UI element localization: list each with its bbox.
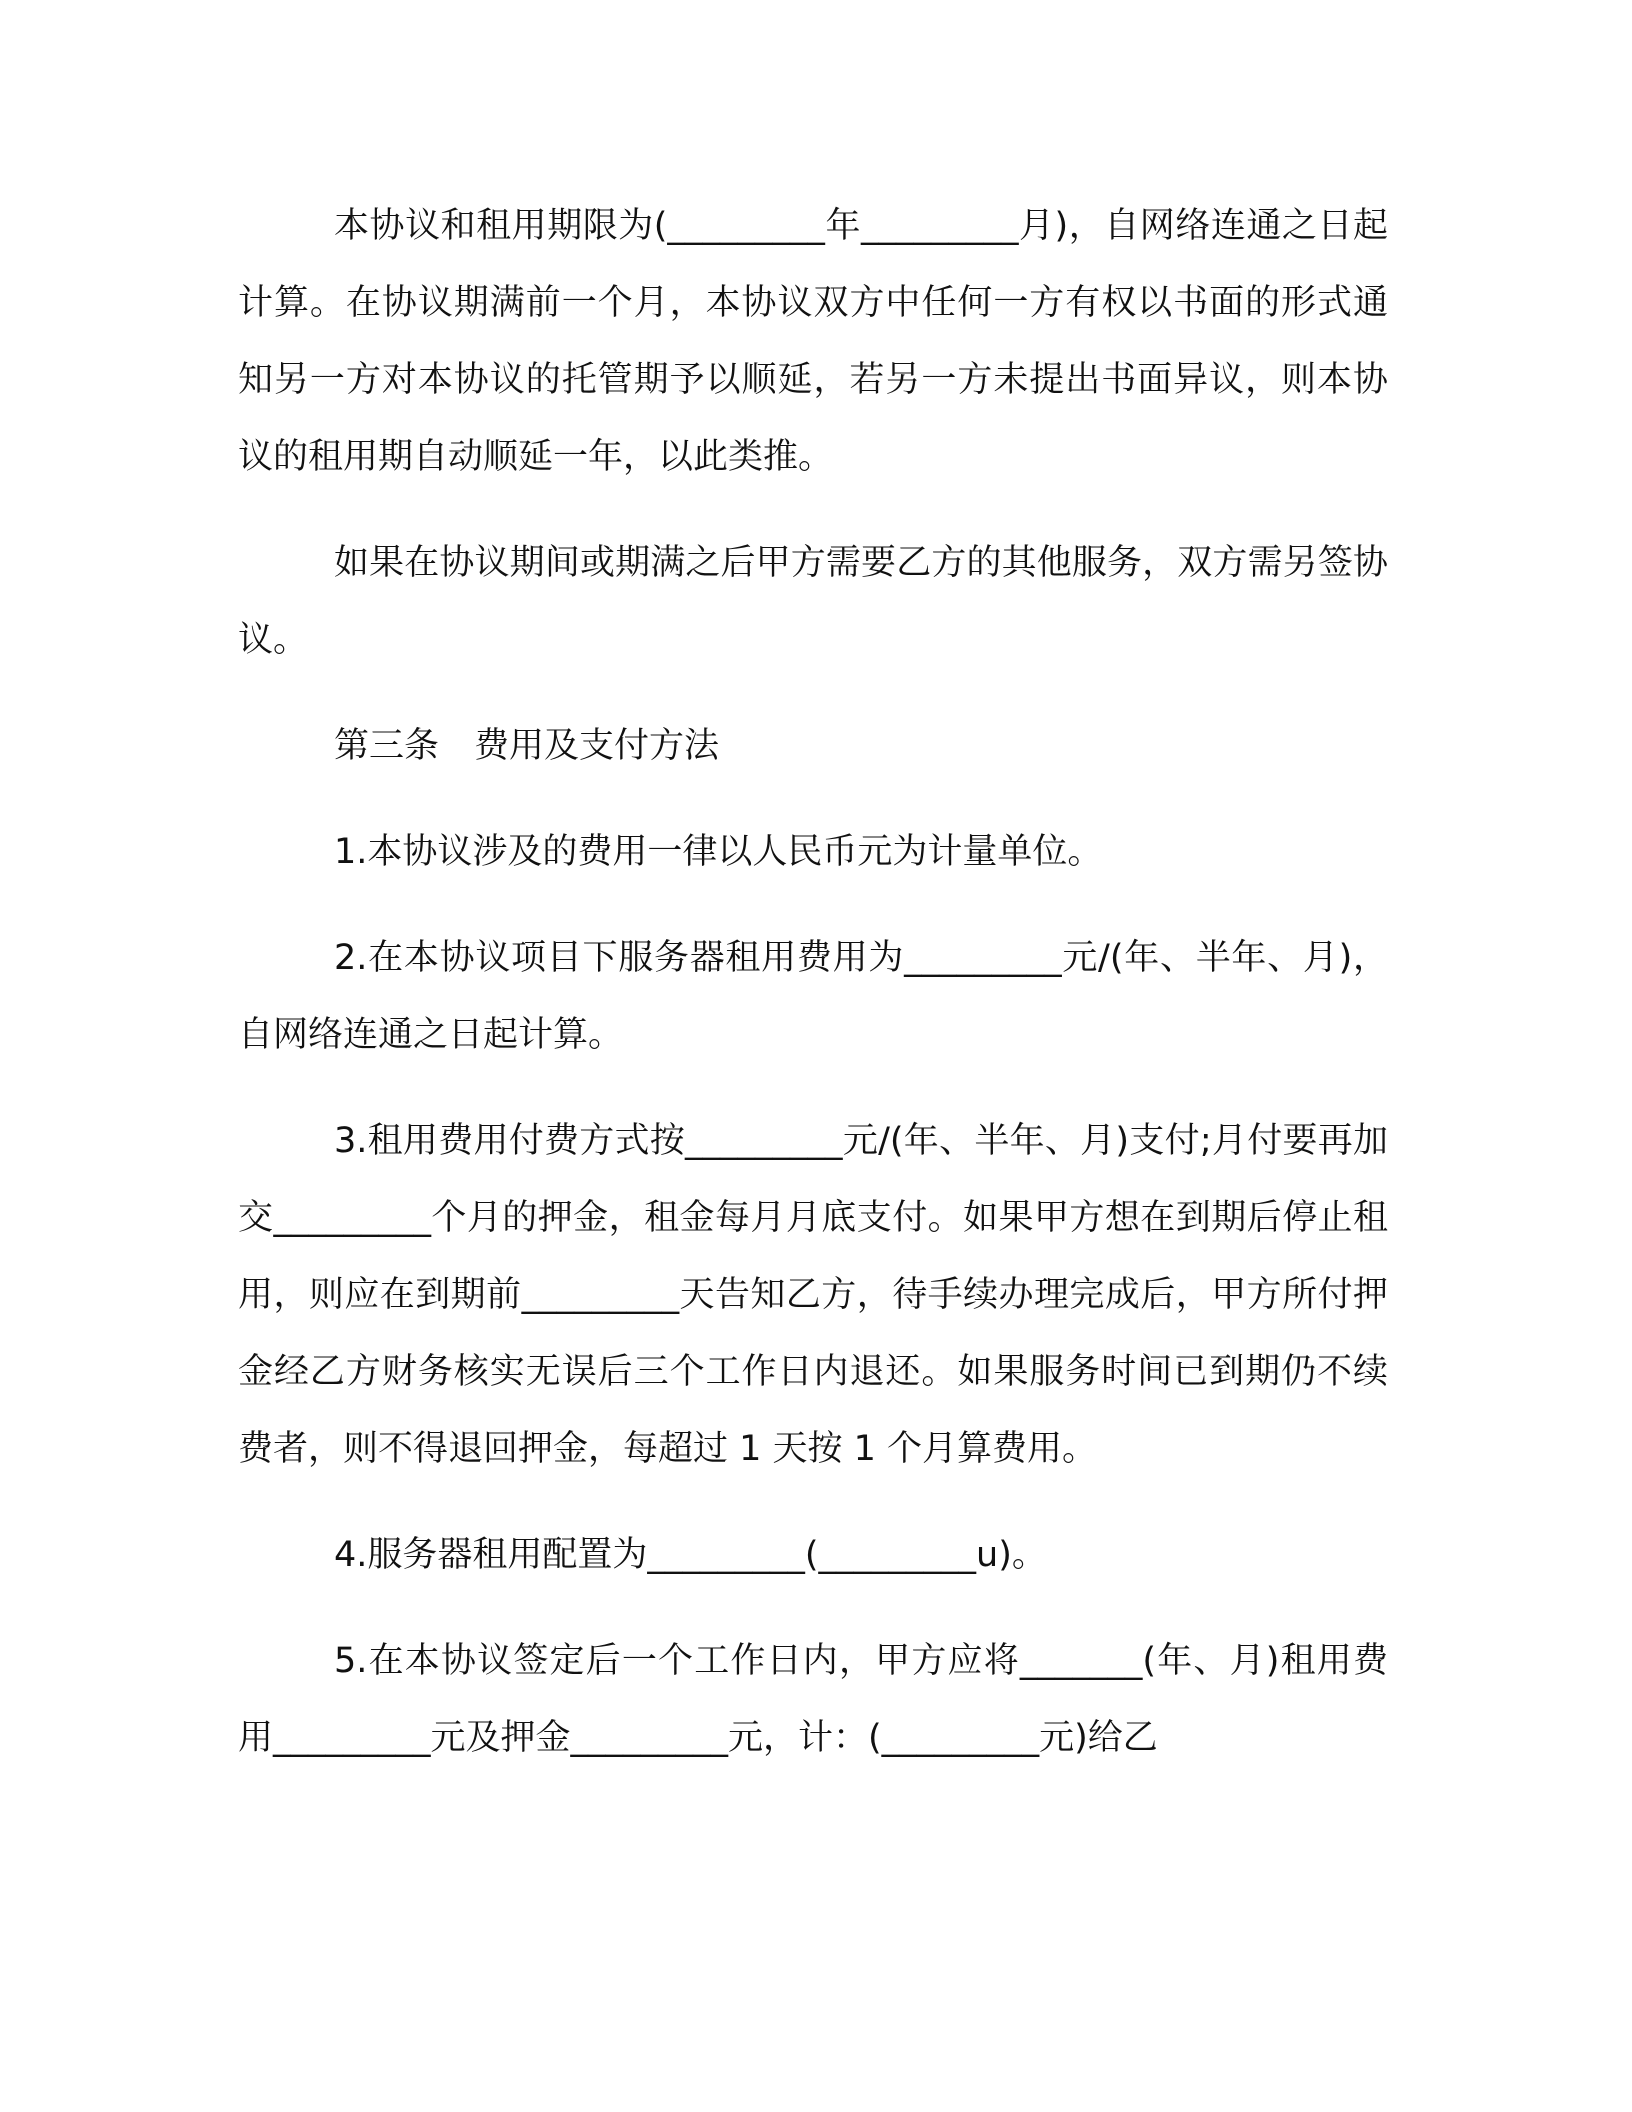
clause-1-currency: 1.本协议涉及的费用一律以人民币元为计量单位。 — [334, 832, 1103, 872]
paragraph-lease-term: 本协议和租用期限为(_________年_________月)，自网络连通之日起计算。在协议期满前一个月，本协议双方中任何一方有权以书面的形式通知另一方对本协议的托管期予以顺延，若另一方未提出书面异议，则本协议的租用期自动顺延一年，以此类推。 — [238, 206, 1388, 477]
section-heading-article-3: 第三条 费用及支付方法 — [334, 726, 720, 766]
document-body — [238, 188, 1388, 1806]
clause-4-server-config: 4.服务器租用配置为_________(_________u)。 — [334, 1535, 1047, 1575]
clause-5-payment-deadline: 5.在本协议签定后一个工作日内，甲方应将_______(年、月)租用费用_________元及押金_________元，计：(_________元)给乙 — [238, 1641, 1388, 1758]
paragraph-other-services: 如果在协议期间或期满之后甲方需要乙方的其他服务，双方需另签协议。 — [238, 543, 1388, 660]
clause-2-rental-fee: 2.在本协议项目下服务器租用费用为_________元/(年、半年、月)，自网络连通之日起计算。 — [238, 938, 1388, 1055]
clause-3-payment-method: 3.租用费用付费方式按_________元/(年、半年、月)支付;月付要再加交_________个月的押金，租金每月月底支付。如果甲方想在到期后停止租用，则应在到期前_________天告知乙方，待手续办理完成后，甲方所付押金经乙方财务核实无误后三个工作日内退还。如果服务时间已到期仍不续费者，则不得退回押金，每超过 1 天按 1 个月算费用。 — [238, 1121, 1388, 1469]
